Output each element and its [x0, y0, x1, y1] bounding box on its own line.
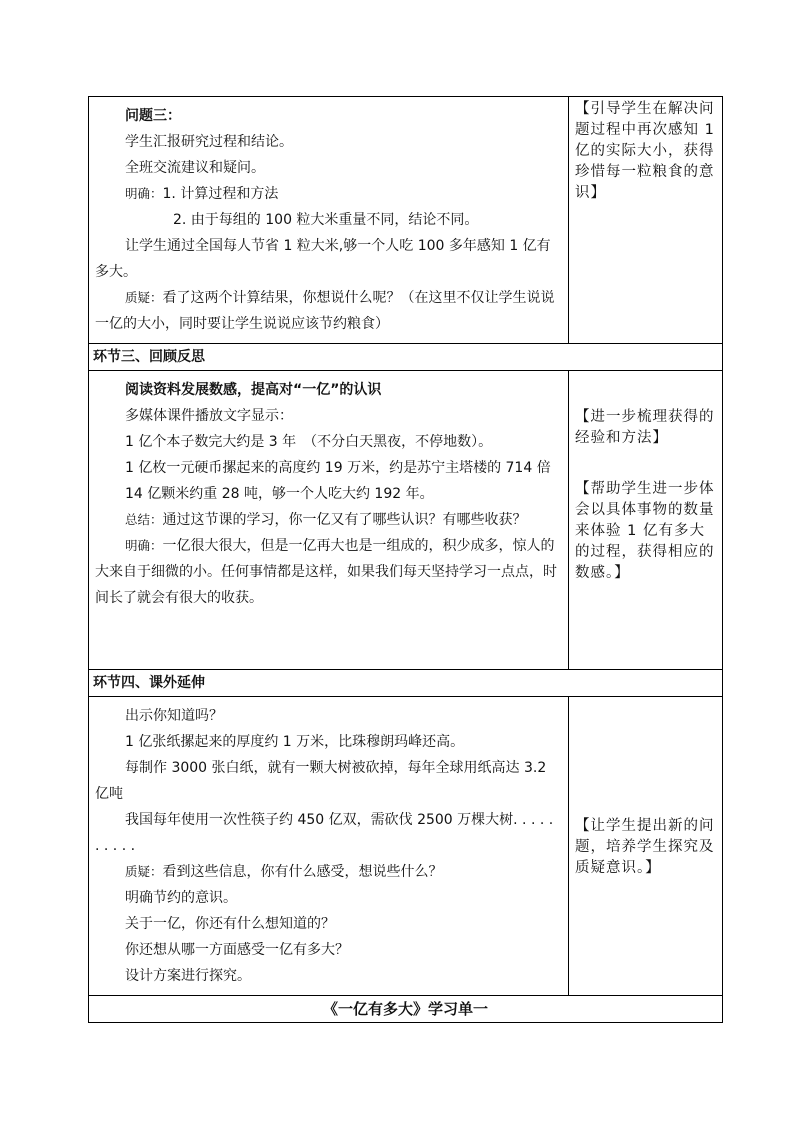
text-line: [89, 859, 568, 885]
label: 质疑：: [125, 290, 163, 305]
table-row: [89, 697, 723, 996]
label: 质疑：: [125, 864, 163, 879]
text-line: 2. 由于每组的 100 粒大米重量不同，结论不同。: [173, 212, 479, 228]
teaching-note: 【帮助学生进一步体会以具体事物的数量来体验 1 亿有多大的过程，获得相应的数感。】: [575, 481, 715, 581]
text-line: 你还想从哪一方面感受一亿有多大？: [125, 942, 349, 958]
section-header: 环节三、回顾反思: [89, 344, 723, 371]
text-line: 出示你知道吗？: [125, 708, 223, 724]
paragraph-text: 1 亿枚一元硬币摞起来的高度约 19 万米，约是苏宁主塔楼的 714 倍: [125, 460, 551, 476]
teaching-note: 【让学生提出新的问题，培养学生探究及质疑意识。】: [575, 817, 715, 876]
text: 看到这些信息，你有什么感受，想说些什么？: [162, 864, 443, 880]
label: 明确：: [125, 186, 163, 201]
paragraph-text: 让学生通过全国每人节省 1 粒大米,够一个人吃 100 多年感知 1 亿有多大。: [95, 238, 551, 280]
text-line: 设计方案进行探究。: [125, 968, 251, 984]
paragraph-text: [95, 285, 562, 337]
paragraph: [89, 533, 568, 611]
paragraph: [89, 233, 568, 285]
table-row: [89, 97, 723, 344]
section-subheading: 阅读资料发展数感，提高对“一亿”的认识: [125, 382, 382, 398]
label: 明确：: [125, 538, 163, 553]
paragraph: [89, 285, 568, 337]
teaching-note: 【引导学生在解决问题过程中再次感知 1 亿的实际大小，获得珍惜每一粒粮食的意识】: [575, 101, 715, 201]
text: 1. 计算过程和方法: [162, 186, 279, 202]
section-header: 环节四、课外延伸: [89, 670, 723, 697]
note-cell: [569, 697, 723, 996]
teaching-note: 【进一步梳理获得的经验和方法】: [575, 409, 715, 446]
table-row: [89, 371, 723, 670]
text-line: 学生汇报研究过程和结论。: [125, 134, 293, 150]
text-line: 全班交流建议和疑问。: [125, 160, 265, 176]
section-row: [89, 670, 723, 697]
text: 看了这两个计算结果，你想说什么呢？（在这里不仅让学生说说一亿的大小，同时要让学生说说应该节约粮食）: [95, 290, 555, 332]
section-row: [89, 344, 723, 371]
question-heading: 问题三：: [125, 108, 181, 124]
paragraph-text: [95, 507, 562, 533]
text-line: 1 亿张纸摞起来的厚度约 1 万米，比珠穆朗玛峰还高。: [125, 734, 465, 750]
label: 总结：: [125, 512, 163, 527]
content-cell: [89, 697, 569, 996]
lesson-plan-table: [88, 96, 723, 1023]
content-cell: [89, 371, 569, 670]
paragraph: [89, 455, 568, 481]
lesson-plan-page: [88, 96, 722, 1023]
paragraph: [89, 807, 568, 859]
note-cell: [569, 97, 723, 344]
text: 一亿很大很大，但是一亿再大也是一组成的，积少成多，惊人的大来自于细微的小。任何事情都是这样，如果我们每天坚持学习一点点，时间长了就会有很大的收获。: [95, 538, 557, 606]
paragraph-text: 我国每年使用一次性筷子约 450 亿双，需砍伐 2500 万棵大树. . . . . . . . . .: [95, 812, 554, 854]
footer-title-row: [89, 996, 723, 1023]
paragraph-text: [95, 533, 562, 611]
worksheet-title: 《一亿有多大》学习单一: [89, 996, 723, 1023]
paragraph-text: 每制作 3000 张白纸，就有一颗大树被砍掉，每年全球用纸高达 3.2 亿吨: [95, 760, 547, 802]
text-line: 多媒体课件播放文字显示：: [125, 408, 293, 424]
note-cell: [569, 371, 723, 670]
text-line: 1 亿个本子数完大约是 3 年 （不分白天黑夜，不停地数）。: [125, 434, 493, 450]
text: 通过这节课的学习，你一亿又有了哪些认识？有哪些收获？: [162, 512, 527, 528]
paragraph: [89, 507, 568, 533]
text-line: 明确节约的意识。: [125, 890, 237, 906]
text-line: 关于一亿，你还有什么想知道的？: [125, 916, 335, 932]
content-cell: [89, 97, 569, 344]
text-line: 14 亿颗米约重 28 吨，够一个人吃大约 192 年。: [125, 486, 434, 502]
paragraph: [89, 755, 568, 807]
text-line: [89, 181, 568, 207]
